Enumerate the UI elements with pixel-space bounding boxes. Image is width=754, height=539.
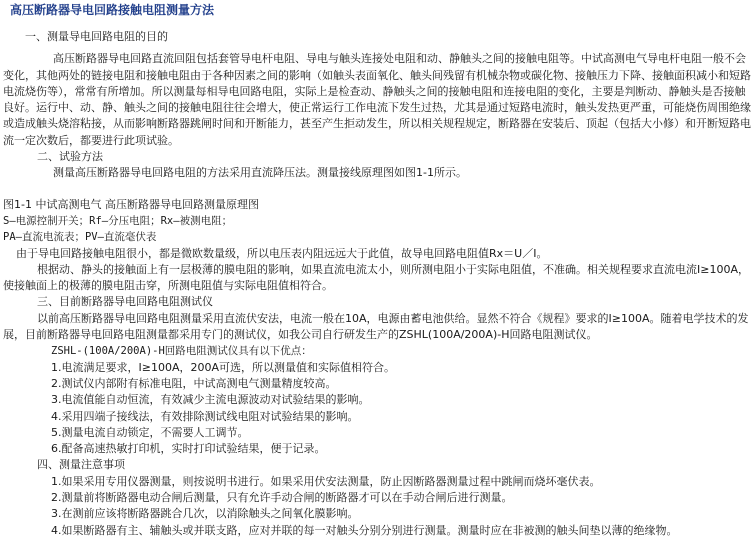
document-page — [0, 2, 754, 539]
list-item: 5.测量电流自动锁定，不需要人工调节。 — [51, 425, 249, 439]
figure-placeholder-gap — [3, 182, 751, 197]
advantages-list — [3, 360, 751, 458]
list-item: 2.测量前将断路器电动合闸后测量，只有允许手动合闸的断路器才可以在手动合闸后进行测量。 — [51, 491, 513, 505]
section-body-instrument: 以前高压断路器导电回路电阻测量采用直流伏安法，电流一般在10A，电源由蓄电池供给。显然不符合《规程》要求的I≥100A。随着电学技术的发展，目前断路器导电回路电阻测量都采用专门的测试仪，如我公司自行研发生产的ZSHL(100A/200A)-H回路电阻测试仪。 — [3, 311, 749, 342]
figure-legend-line-2: PA—直流电流表；PV—直流毫伏表 — [3, 231, 157, 244]
section-heading-instrument: 三、目前断路器导电回路电阻测试仪 — [37, 295, 213, 309]
list-item: 2.测试仪内部附有标准电阻，中试高测电气测量精度较高。 — [51, 376, 337, 390]
section-heading-method: 二、试验方法 — [37, 150, 103, 164]
section-body-method: 测量高压断路器导电回路电阻的方法采用直流降压法。测量接线原理图如图1-1所示。 — [53, 166, 467, 180]
list-item: 6.配备高速热敏打印机，实时打印试验结果，便于记录。 — [51, 442, 326, 456]
list-item: 3.在测前应该将断路器跳合几次，以消除触头之间氧化膜影响。 — [51, 507, 359, 521]
list-item: 4.采用四端子接线法，有效排除测试线电阻对试验结果的影响。 — [51, 409, 359, 423]
list-item: 4.如果断路器有主、辅触头或并联支路，应对并联的每一对触头分别分别进行测量。测量时应在非被测的触头间垫以薄的绝缘物。 — [51, 523, 678, 537]
figure-legend-line-1: S—电源控制开关；Rf—分压电阻；Rx—被测电阻； — [3, 214, 233, 227]
section-heading-purpose: 一、测量导电回路电阻的目的 — [25, 30, 168, 43]
notes-list — [3, 474, 751, 539]
paragraph-film-resistance: 根据动、静头的接触面上有一层极薄的膜电阻的影响，如果直流电流太小，则所测电阻小于实际电阻值，不准确。相关规程要求直流电流I≥100A，使接触面上的极薄的膜电阻击穿，所测电阻值与实际电阻值相符合。 — [3, 262, 749, 293]
instrument-intro: ZSHL-(100A/200A)-H回路电阻测试仪具有以下优点： — [51, 345, 312, 358]
list-item: 3.电流值能自动恒流，有效减少主流电源波动对试验结果的影响。 — [51, 393, 370, 407]
section-heading-notes: 四、测量注意事项 — [37, 458, 125, 472]
list-item: 1.如果采用专用仪器测量，则按说明书进行。如果采用伏安法测量，防止因断路器测量过程中跳闸而烧坏毫伏表。 — [51, 474, 601, 488]
list-item: 1.电流满足要求，I≥100A，200A可选，所以测量值和实际值相符合。 — [51, 360, 395, 374]
document-title: 高压断路器导电回路接触电阻测量方法 — [10, 3, 215, 17]
figure-caption: 图1-1 中试高测电气 高压断路器导电回路测量原理图 — [3, 197, 259, 211]
paragraph-resistance-value: 由于导电回路接触电阻很小，都是微欧数量级，所以电压表内阻远远大于此值，故导电回路电阻值Rx＝U／I。 — [16, 246, 548, 260]
section-body-purpose: 高压断路器导电回路直流回阻包括套管导电杆电阻、导电与触头连接处电阻和动、静触头之间的接触电阻等。中试高测电气导电杆电阻一般不会变化，其他两处的链接电阻和接触电阻由于各种因素之间的影响（如触头表面氧化、触头间残留有机械杂物或碳化物、接触压力下降、接触面积减小和短路电流烧伤等），常常有所增加。所以测量每相导电回路电阻，实际上是检查动、静触头之间的接触电阻和连接电阻的变化，主要是判断动、静触头是否接触良好。运行中、动、静、触头之间的接触电阻往往会增大，使正常运行工作电流下发生过热，尤其是通过短路电流时，触头发热更严重，可能烧伤周围绝缘或造成触头烧溶粘接，从而影响断路器跳闸时间和开断能力，甚至产生拒动发生，所以相关规程规定，断路器在安装后、顶起（包括大小修）和开断短路电流一定次数后，都要进行此项试验。 — [3, 52, 751, 147]
